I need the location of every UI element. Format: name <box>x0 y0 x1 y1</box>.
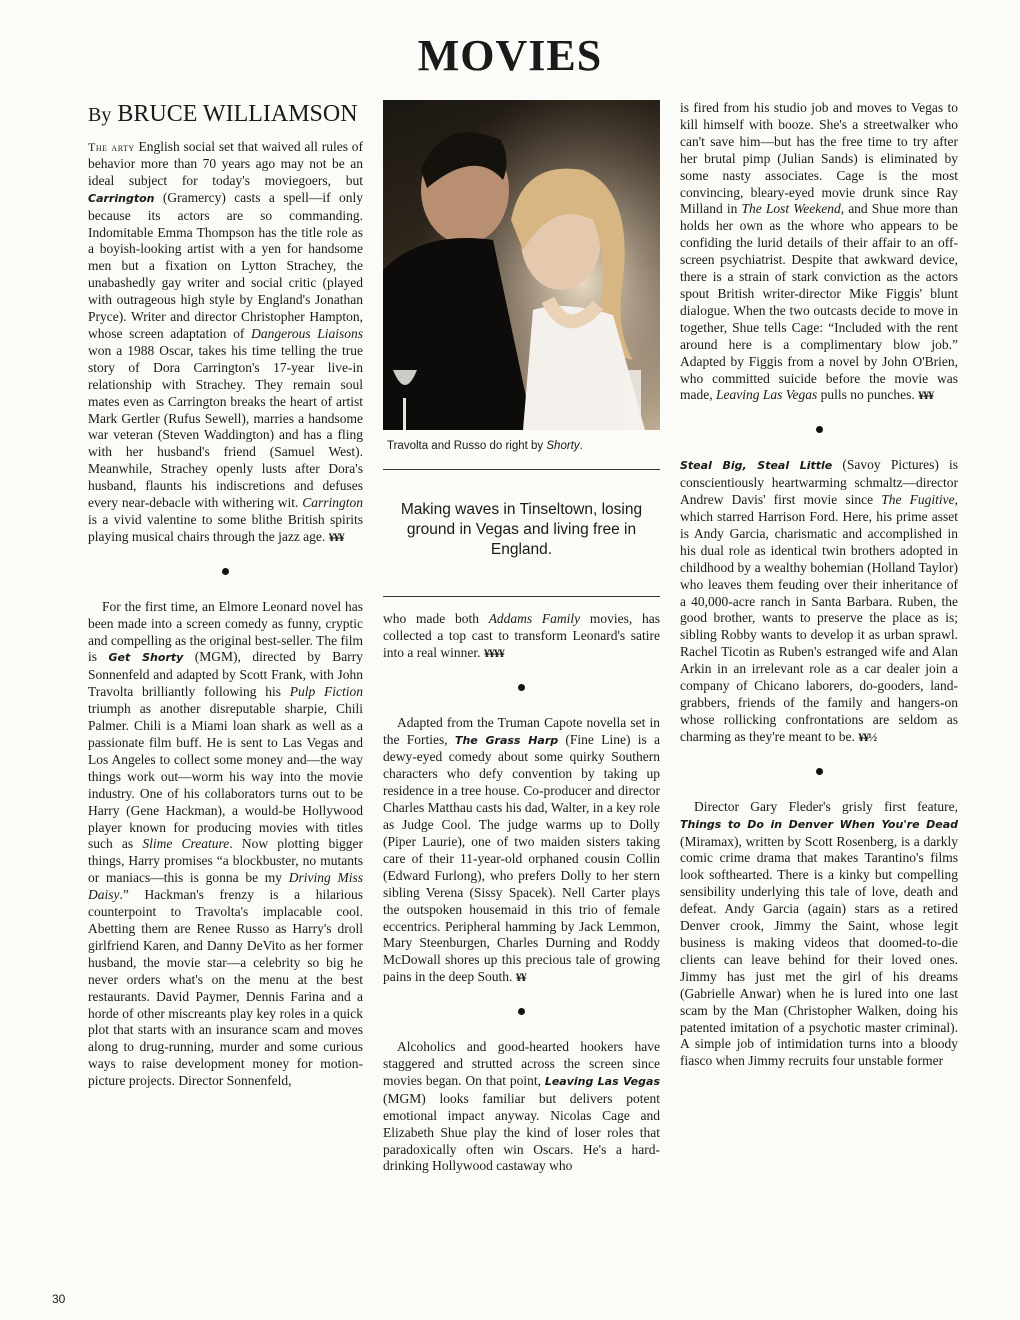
photo-caption: Travolta and Russo do right by Shorty. <box>387 440 583 452</box>
review-carrington: The arty English social set that waived all rules of behavior more than 70 years ago may not be an ideal subject for today's moviegoers, but Carrington (Gramercy) casts a spell—if only because its actors are so commanding. Indomitable Emma Thompson has the title role as a boyish-looking artist with a yen for handsome men but a fixation on Lytton Strachey, the unabashedly gay writer and social critic (played with outrageous high style by England's Jonathan Pryce). Writer and director Christopher Hampton, whose screen adaptation of Dangerous Liaisons won a 1988 Oscar, takes his time telling the true story of Dora Carrington's 17-year live-in relationship with Strachey. They remain soul mates even as Carrington breaks the heart of artist Mark Gertler (Rufus Sewell), marries a handsome war veteran (Steven Waddington) and has a fling with her husband's friend (Samuel West). Meanwhile, Strachey openly lusts after Dora's husband, flaunts his indiscretions and defuses every near-debacle with withering wit. Carrington is a vivid valentine to some blithe British spirits playing musical chairs through the jazz age. ¥¥¥ <box>88 139 363 544</box>
film-still-photo <box>383 100 660 430</box>
divider-rule <box>383 469 660 470</box>
review-get-shorty-continued: who made both Addams Family movies, has collected a top cast to transform Leonard's satire into a real winner. ¥¥¥¥ <box>383 610 660 660</box>
film-title: Carrington <box>88 191 155 205</box>
review-steal-big: Steal Big, Steal Little (Savoy Pictures) is conscientiously heartwarming schmaltz—director Andrew Davis' first movie since The Fugitive, which starred Harrison Ford. Here, his prime asset is Andy Garcia, charismatic and accomplished in his dual role as identical twin brothers adopted in childhood by a wealthy bohemian (Holland Taylor) who leaves them feuding over their inheritance of a 40,000-acre ranch in Santa Barbara. Ruben, the good brother, wants to preserve the place as is; sibling Robby wants to develop it as urban sprawl. Rachel Ticotin as Ruben's estranged wife and Alan Arkin in an irrelevant role as a car dealer join a company of Chicano laborers, do-gooders, land-grabbers, friends of the family and hangers-on whose rollicking confrontations are seldom as charming as they're meant to be. ¥¥½ <box>680 457 958 744</box>
review-grass-harp: Adapted from the Truman Capote novella set in the Forties, The Grass Harp (Fine Line) is a dewy-eyed comedy about some quirky Southern characters who defy convention by taking up residence in a tree house. Co-producer and director Charles Matthau casts his dad, Walter, in a key role as Judge Cool. The judge warms up to Dolly (Piper Laurie), one of two maiden sisters taking care of their 11-year-old orphaned cousin Collin (Edward Furlong), who prefers Dolly to her stern sibling Verena (Sissy Spacek). Nell Carter plays the outspoken housemaid in this trio of female eccentrics. Peripheral hamming by Jack Lemmon, Mary Steenburgen, Charles Durning and Roddy McDowall shores up this precious tale of growing pains in the deep South. ¥¥ <box>383 714 660 985</box>
film-title: Leaving Las Vegas <box>544 1074 660 1088</box>
review-things-to-do-in-denver: Director Gary Fleder's grisly first feature, Things to Do in Denver When You're Dead (Miramax), written by Scott Rosenberg, is a darkly comic crime drama that makes Tarantino's films look softhearted. There is a kinky but compelling sensibility underlying this tale of love, death and defeat. Andy Garcia (again) stars as a retired Denver crook, Jimmy the Saint, whose legit business is making videos that doomed-to-die clients can leave behind for their loved ones. Jimmy has just met the girl of his dreams (Gabrielle Anwar) when he is lured into one last scam by the Man (Christopher Walken, doing his patented imitation of a psychotic master criminal). A simple job of intimidation turns into a bloody fiasco when Jimmy recruits four unstable former <box>680 798 958 1069</box>
film-title: The Grass Harp <box>454 733 559 747</box>
lead-in: The arty <box>88 140 135 154</box>
page-number: 30 <box>52 1292 66 1306</box>
page-title: MOVIES <box>417 31 603 80</box>
film-title: Steal Big, Steal Little <box>680 459 833 473</box>
rating-rabbit-heads: ¥¥¥ <box>328 529 344 544</box>
byline: By BRUCE WILLIAMSON <box>88 101 358 127</box>
film-still-illustration <box>383 100 660 430</box>
section-bullet <box>518 684 525 691</box>
section-bullet <box>816 426 823 433</box>
rating-rabbit-heads: ¥¥ <box>515 970 526 985</box>
column-3 <box>680 100 958 1312</box>
film-title: Get Shorty <box>108 651 184 665</box>
rating-rabbit-heads: ¥¥¥¥ <box>483 645 504 660</box>
column-1 <box>88 100 363 1312</box>
review-get-shorty: For the first time, an Elmore Leonard novel has been made into a screen comedy as funny, cryptic and compelling as the original best-seller. The film is Get Shorty (MGM), directed by Barry Sonnenfeld and adapted by Scott Frank, with John Travolta brilliantly following his Pulp Fiction triumph as another disreputable sharpie, Chili Palmer. Chili is a Miami loan shark as well as a passionate film buff. He is sent to Las Vegas and Los Angeles to collect some money and—the way things work out—worm his way into the movie industry. One of his collaborators turns out to be Harry (Gene Hackman), a would-be Hollywood player known for producing movies with titles such as Slime Creature. Now plotting bigger things, Harry promises “a blockbuster, no mutants or maniacs—this is gonna be my Driving Miss Daisy.” Hackman's frenzy is a hilarious counterpoint to Travolta's implacable cool. Abetting them are Renee Russo as Harry's droll girlfriend Karen, and Danny DeVito as her former husband, the movie star—a celebrity so big he never orders what's on the menu at the best restaurants. David Paymer, Dennis Farina and a horde of other miscreants play key roles in a quick plot that starts with an insurance scam and moves along to drug-running, murder and some curious ways to raise development money for motion-picture projects. Director Sonnenfeld, <box>88 598 363 1089</box>
section-bullet <box>222 568 229 575</box>
column-2 <box>383 100 660 1312</box>
section-bullet <box>518 1008 525 1015</box>
review-leaving-las-vegas: Alcoholics and good-hearted hookers have staggered and strutted across the screen since movies began. On that point, Leaving Las Vegas (MGM) looks familiar but delivers potent emotional impact anyway. Nicolas Cage and Elizabeth Shue play the kind of loser roles that paradoxically often win Oscars. He's a hard-drinking Hollywood castaway who <box>383 1039 660 1174</box>
review-leaving-las-vegas-continued: is fired from his studio job and moves to Vegas to kill himself with booze. She's a streetwalker who can't save him—but has the free time to try after her brutal pimp (Julian Sands) is eliminated by some nasty associates. Cage is the most convincing, bleary-eyed movie drunk since Ray Milland in The Lost Weekend, and Shue more than holds her own as the whore who appears to be confiding the lurid details of their affair to an off-screen psychiatrist. Despite that awkward device, there is a strain of stark conviction as the actors spout British writer-director Mike Figgis' blunt dialogue. When the two outcasts decide to move in together, Shue tells Cage: “Included with the rent around here is a complimentary blow job.” Adapted by Figgis from a novel by John O'Brien, who committed suicide before the movie was made, Leaving Las Vegas pulls no punches. ¥¥¥ <box>680 100 958 403</box>
film-title: Things to Do in Denver When You're Dead <box>680 817 958 831</box>
section-bullet <box>816 768 823 775</box>
rating-rabbit-heads: ¥¥½ <box>858 729 877 744</box>
pull-quote: Making waves in Tinseltown, losing ground in Vegas and living free in England. <box>400 500 643 558</box>
rating-rabbit-heads: ¥¥¥ <box>918 388 934 403</box>
